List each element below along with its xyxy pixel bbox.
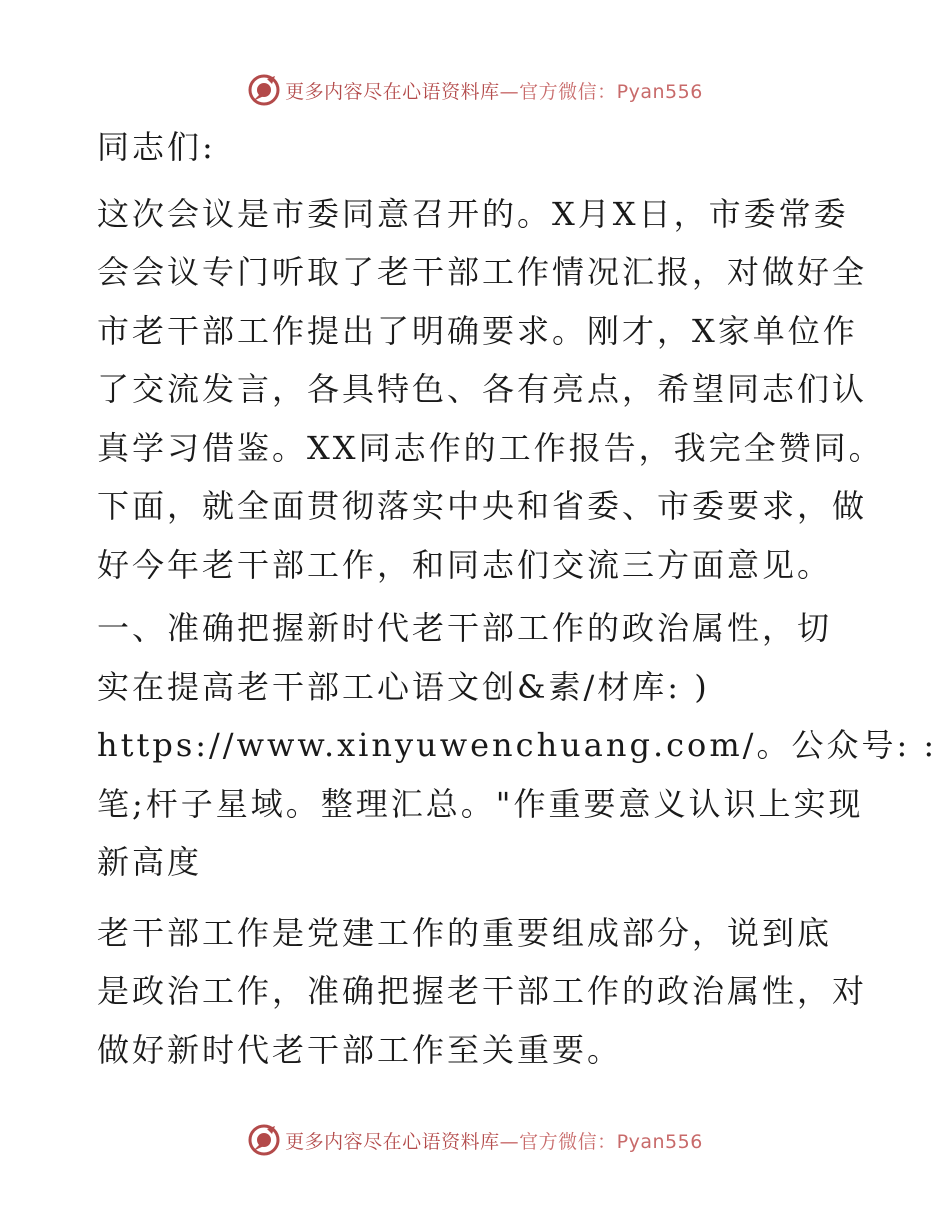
brand-logo-icon (247, 1123, 281, 1157)
text-line: 笔;杆子星域。整理汇总。"作重要意义认识上实现 (97, 784, 864, 823)
text-line: 会会议专门听取了老干部工作情况汇报，对做好全 (97, 253, 868, 291)
text-line: 新高度 (97, 843, 203, 881)
header-watermark-banner (0, 70, 950, 110)
document-body (97, 118, 938, 1079)
text-line: 了交流发言，各具特色、各有亮点，希望同志们认 (97, 370, 868, 408)
text-line: 同志们: (97, 128, 216, 166)
brand-logo-icon (247, 73, 281, 107)
text-line: 一、准确把握新时代老干部工作的政治属性，切 (97, 609, 833, 647)
text-line: 做好新时代老干部工作至关重要。 (97, 1030, 623, 1069)
watermark-text: 更多内容尽在心语资料库—官方微信：Pyan556 (285, 1130, 703, 1153)
text-line: 下面，就全面贯彻落实中央和省委、市委要求，做 (97, 487, 868, 525)
body-paragraph (97, 904, 868, 1080)
text-line: https://www.xinyuwenchuang.com/。公众号: : (97, 726, 938, 764)
text-line: 好今年老干部工作，和同志们交流三方面意见。 (97, 545, 833, 584)
intro-paragraph (97, 185, 884, 595)
text-line: 市老干部工作提出了明确要求。刚才，X家单位作 (97, 311, 858, 350)
greeting-paragraph (97, 118, 857, 177)
footer-watermark-banner (0, 1120, 950, 1160)
text-line: 实在提高老干部工心语文创&素/材库: ) (97, 667, 710, 706)
text-line: 是政治工作，准确把握老干部工作的政治属性，对 (97, 972, 868, 1010)
watermark-text: 更多内容尽在心语资料库—官方微信：Pyan556 (285, 80, 703, 103)
text-line: 这次会议是市委同意召开的。X月X日，市委常委 (97, 194, 849, 233)
section-heading-paragraph (97, 599, 938, 892)
text-line: 真学习借鉴。XX同志作的工作报告，我完全赞同。 (97, 428, 884, 467)
text-line: 老干部工作是党建工作的重要组成部分，说到底 (97, 913, 833, 952)
